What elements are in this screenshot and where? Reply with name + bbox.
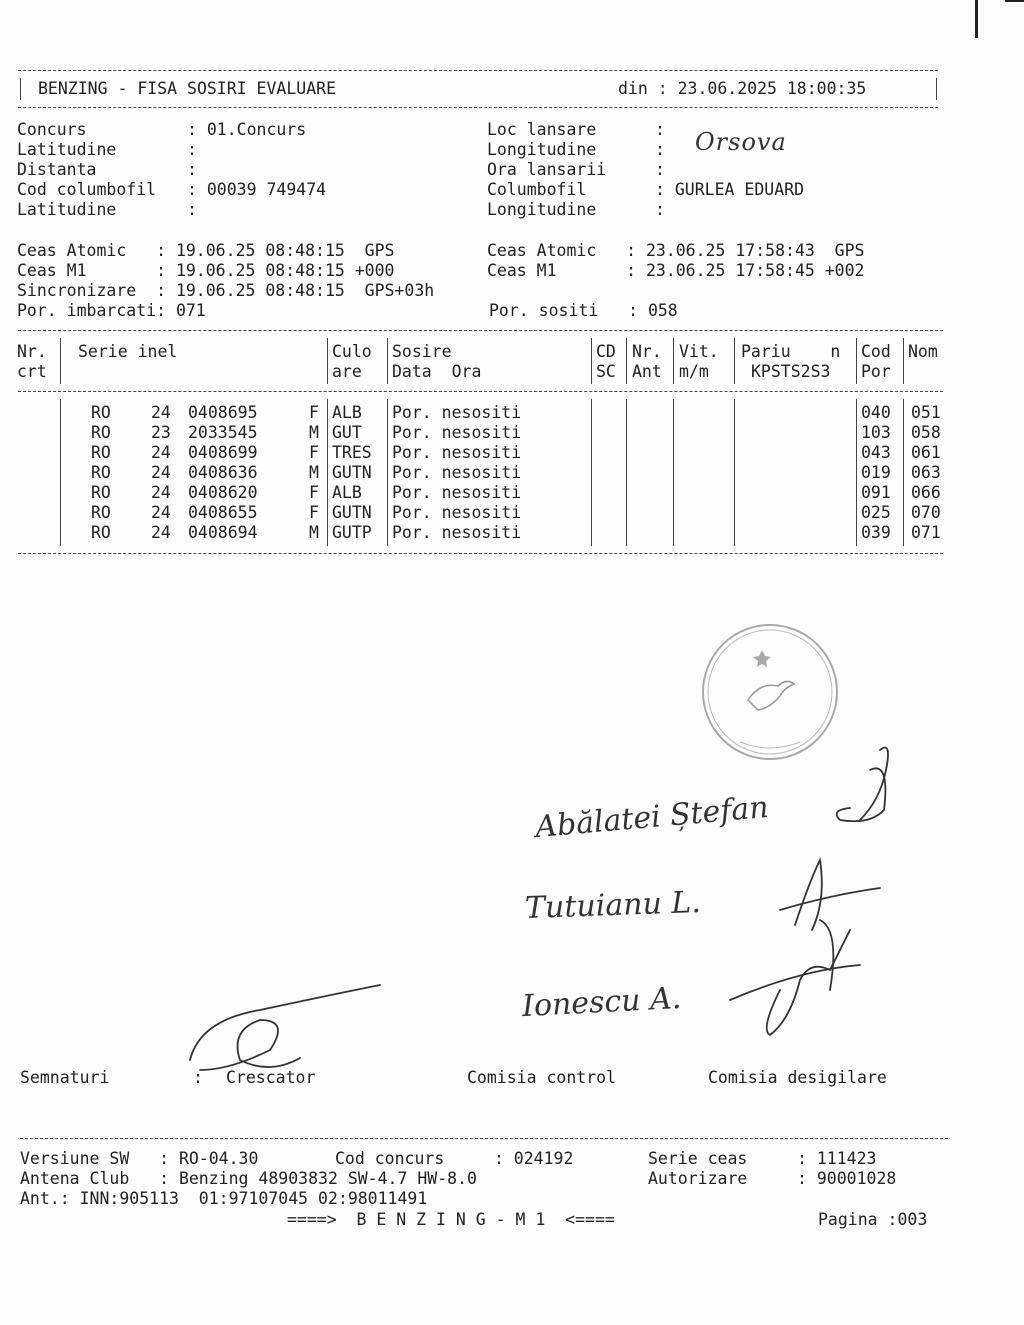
- info-value: :: [655, 140, 665, 159]
- signature-comisia-desigilare: Comisia desigilare: [708, 1068, 887, 1087]
- signatures-separator: :: [193, 1068, 203, 1087]
- cell-country: RO: [91, 483, 111, 502]
- footer-antenna-ids: Ant.: INN:905113 01:97107045 02:98011491: [20, 1189, 428, 1208]
- info-value: :: [655, 160, 665, 179]
- scan-edge-mark: [1005, 0, 1024, 2]
- report-title: BENZING - FISA SOSIRI EVALUARE: [38, 79, 337, 98]
- cell-color: GUTN: [332, 503, 372, 522]
- col-header-vit: m/m: [679, 362, 709, 381]
- cell-year: 23: [151, 423, 171, 442]
- cell-country: RO: [91, 403, 111, 422]
- info-value: :: [655, 120, 665, 139]
- table-row: [0, 403, 941, 423]
- info-value: : 01.Concurs: [187, 120, 307, 139]
- info-label: Longitudine: [487, 200, 597, 219]
- pigeons-arrived: Por. sositi : 058: [489, 301, 678, 320]
- cell-year: 24: [151, 483, 171, 502]
- info-label: Latitudine: [17, 140, 117, 159]
- cell-ring: 0408695: [188, 403, 258, 422]
- cell-status: Por. nesositi: [392, 403, 522, 422]
- col-header-vit: Vit.: [679, 342, 719, 361]
- info-value: : GURLEA EDUARD: [655, 180, 805, 199]
- cell-nom: 051: [911, 403, 941, 422]
- col-header-culoare: Culo: [332, 342, 372, 361]
- cell-status: Por. nesositi: [392, 443, 522, 462]
- col-header-culoare: are: [332, 362, 362, 381]
- info-label: Loc lansare: [487, 120, 597, 139]
- footer-clock-serial: Serie ceas : 111423: [648, 1149, 877, 1168]
- cell-sex: F: [309, 443, 319, 462]
- cell-country: RO: [91, 463, 111, 482]
- handwritten-name: Ionescu A.: [521, 980, 683, 1025]
- clock-sync: Sincronizare : 19.06.25 08:48:15 GPS+03h: [17, 281, 435, 300]
- cell-nom: 058: [911, 423, 941, 442]
- col-header-pariu: Pariu n: [741, 342, 841, 361]
- cell-cod: 019: [861, 463, 891, 482]
- clock-atomic-start: Ceas Atomic : 19.06.25 08:48:15 GPS: [17, 241, 395, 260]
- clock-atomic-end: Ceas Atomic : 23.06.25 17:58:43 GPS: [487, 241, 865, 260]
- cell-country: RO: [91, 423, 111, 442]
- cell-sex: M: [309, 463, 319, 482]
- clock-m1-end: Ceas M1 : 23.06.25 17:58:45 +002: [487, 261, 865, 280]
- scan-edge-mark: [975, 0, 978, 38]
- info-label: Cod columbofil: [17, 180, 157, 199]
- cell-cod: 040: [861, 403, 891, 422]
- col-header-sosire: Data Ora: [392, 362, 482, 381]
- handwritten-name: Tutuianu L.: [524, 884, 702, 927]
- col-header-cd: SC: [596, 362, 616, 381]
- cell-nom: 063: [911, 463, 941, 482]
- table-row: [0, 463, 941, 483]
- footer-software-version: Versiune SW : RO-04.30: [20, 1149, 259, 1168]
- info-label: Concurs: [17, 120, 87, 139]
- cell-country: RO: [91, 443, 111, 462]
- info-label: Latitudine: [17, 200, 117, 219]
- cell-cod: 039: [861, 523, 891, 542]
- cell-sex: F: [309, 503, 319, 522]
- cell-status: Por. nesositi: [392, 523, 522, 542]
- cell-ring: 0408699: [188, 443, 258, 462]
- handwritten-release-place: Orsova: [695, 128, 787, 156]
- cell-ring: 0408655: [188, 503, 258, 522]
- table-row: [0, 443, 941, 463]
- cell-nom: 070: [911, 503, 941, 522]
- pigeons-boarded: Por. imbarcati: 071: [17, 301, 206, 320]
- signatures-label: Semnaturi: [20, 1068, 110, 1087]
- info-label: Longitudine: [487, 140, 597, 159]
- col-header-pariu: KPSTS2S3: [751, 362, 831, 381]
- info-label: Ora lansarii: [487, 160, 607, 179]
- col-header-sosire: Sosire: [392, 342, 452, 361]
- col-header-nr: crt: [17, 362, 47, 381]
- signatures-drawing-icon: [0, 730, 1024, 1110]
- cell-sex: M: [309, 523, 319, 542]
- report-date: din : 23.06.2025 18:00:35: [618, 79, 867, 98]
- cell-ring: 0408694: [188, 523, 258, 542]
- table-row: [0, 423, 941, 443]
- cell-nom: 066: [911, 483, 941, 502]
- cell-country: RO: [91, 523, 111, 542]
- cell-status: Por. nesositi: [392, 483, 522, 502]
- footer-authorization: Autorizare : 90001028: [648, 1169, 897, 1188]
- cell-status: Por. nesositi: [392, 463, 522, 482]
- footer-banner: ====> B E N Z I N G - M 1 <====: [287, 1210, 615, 1229]
- cell-sex: F: [309, 403, 319, 422]
- cell-color: GUTP: [332, 523, 372, 542]
- table-row: [0, 523, 941, 543]
- cell-nom: 061: [911, 443, 941, 462]
- cell-year: 24: [151, 403, 171, 422]
- cell-year: 24: [151, 463, 171, 482]
- col-header-cod: Por: [861, 362, 891, 381]
- info-value: :: [187, 160, 197, 179]
- col-header-serie: Serie inel: [78, 342, 178, 361]
- col-header-cod: Cod: [861, 342, 891, 361]
- table-row: [0, 503, 941, 523]
- cell-cod: 043: [861, 443, 891, 462]
- cell-color: ALB: [332, 403, 362, 422]
- col-header-ant: Nr.: [632, 342, 662, 361]
- cell-ring: 2033545: [188, 423, 258, 442]
- footer-antenna-club: Antena Club : Benzing 48903832 SW-4.7 HW-8.0: [20, 1169, 477, 1188]
- col-header-nom: Nom: [908, 342, 938, 361]
- info-value: : 00039 749474: [187, 180, 327, 199]
- signature-crescator: Crescator: [226, 1068, 316, 1087]
- cell-status: Por. nesositi: [392, 423, 522, 442]
- cell-nom: 071: [911, 523, 941, 542]
- info-value: :: [655, 200, 665, 219]
- info-label: Columbofil: [487, 180, 587, 199]
- signature-comisia-control: Comisia control: [467, 1068, 617, 1087]
- col-header-cd: CD: [596, 342, 616, 361]
- info-label: Distanta: [17, 160, 97, 179]
- col-header-nr: Nr.: [17, 342, 47, 361]
- clock-m1-start: Ceas M1 : 19.06.25 08:48:15 +000: [17, 261, 395, 280]
- col-header-ant: Ant: [632, 362, 662, 381]
- table-row: [0, 483, 941, 503]
- info-value: :: [187, 140, 197, 159]
- cell-color: ALB: [332, 483, 362, 502]
- cell-cod: 025: [861, 503, 891, 522]
- footer-contest-code: Cod concurs : 024192: [335, 1149, 574, 1168]
- cell-country: RO: [91, 503, 111, 522]
- cell-year: 24: [151, 523, 171, 542]
- info-value: :: [187, 200, 197, 219]
- cell-status: Por. nesositi: [392, 503, 522, 522]
- cell-cod: 103: [861, 423, 891, 442]
- cell-color: GUT: [332, 423, 362, 442]
- handwritten-name: Abălatei Ștefan: [533, 789, 770, 846]
- cell-ring: 0408620: [188, 483, 258, 502]
- cell-sex: M: [309, 423, 319, 442]
- cell-year: 24: [151, 503, 171, 522]
- cell-ring: 0408636: [188, 463, 258, 482]
- cell-cod: 091: [861, 483, 891, 502]
- cell-color: GUTN: [332, 463, 372, 482]
- cell-color: TRES: [332, 443, 372, 462]
- cell-sex: F: [309, 483, 319, 502]
- cell-year: 24: [151, 443, 171, 462]
- page-number: Pagina :003: [818, 1210, 928, 1229]
